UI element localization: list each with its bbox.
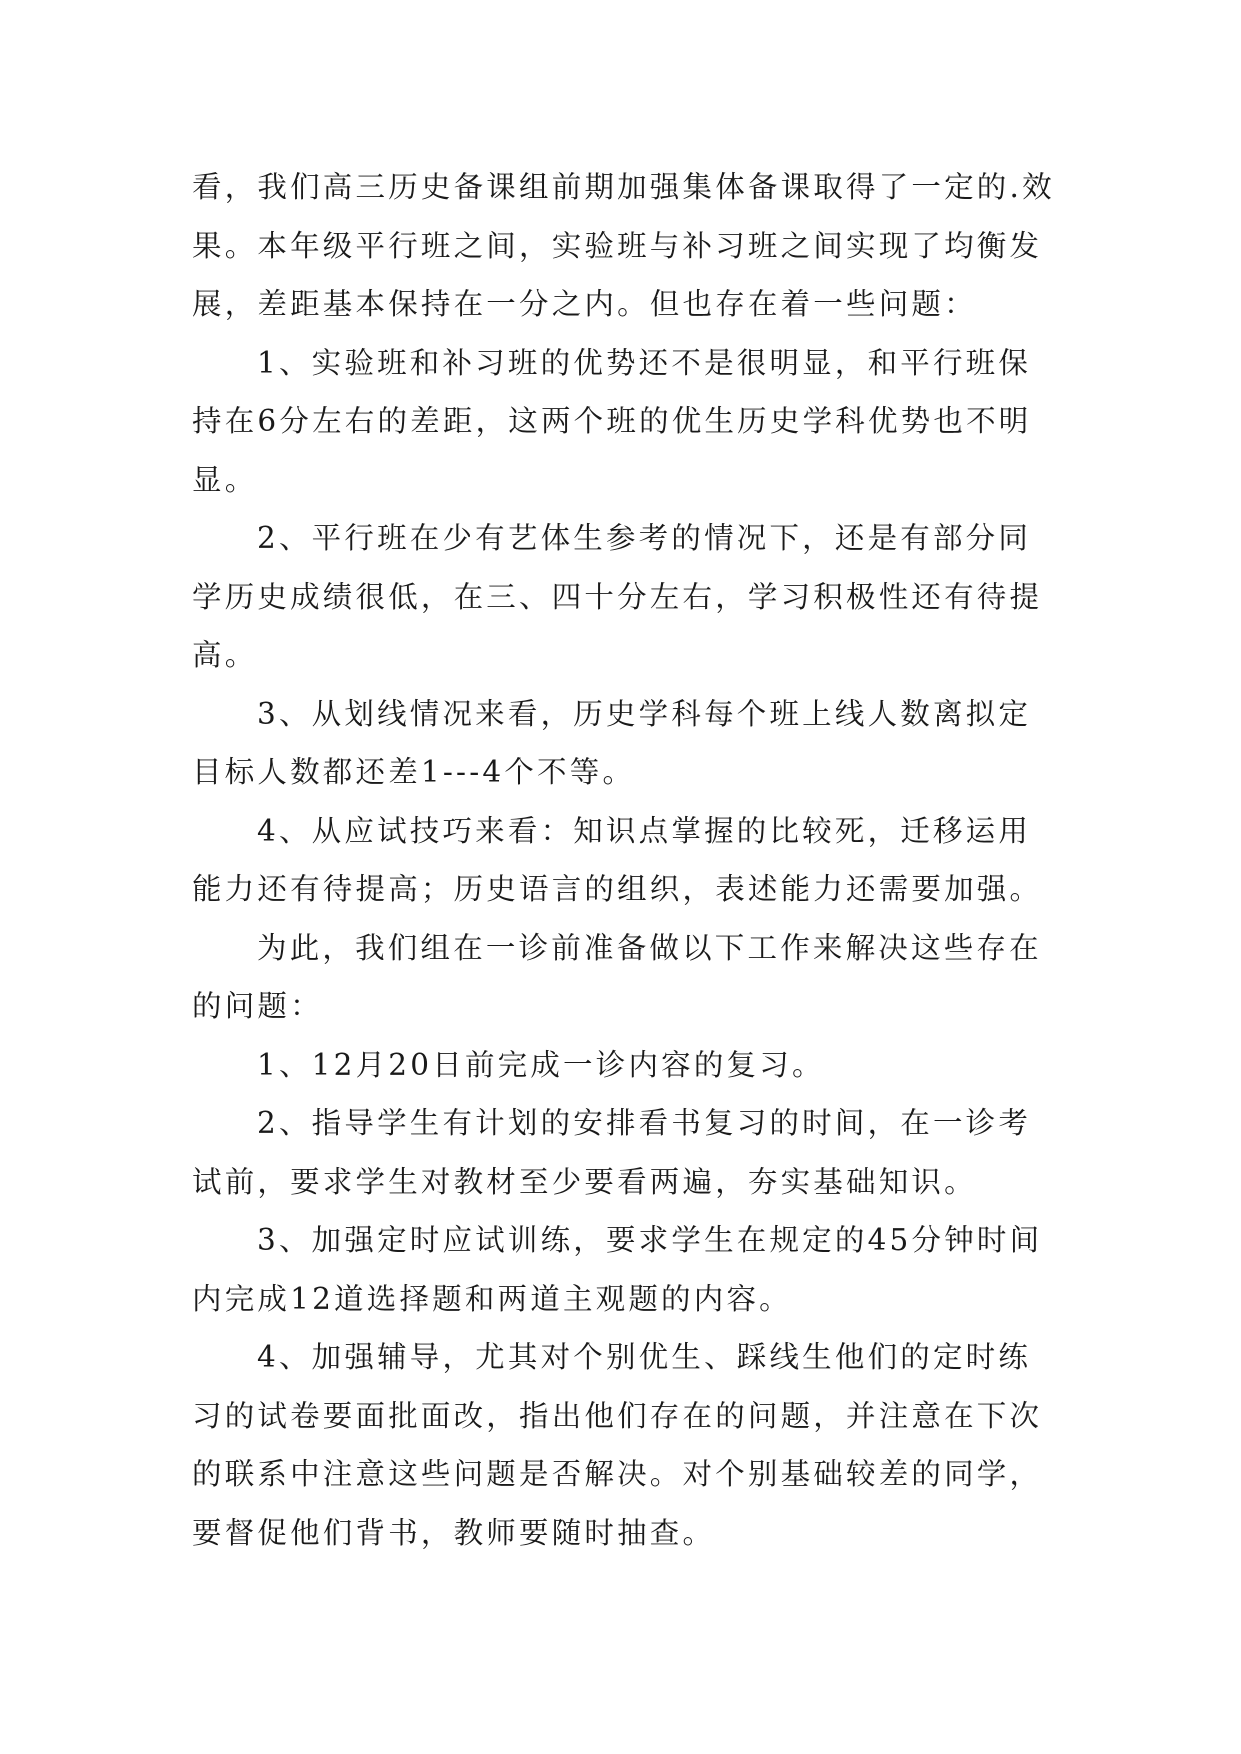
paragraph-plan-1: 1、12月20日前完成一诊内容的复习。 [257, 1047, 825, 1082]
paragraph-problem-4: 4、从应试技巧来看：知识点掌握的比较死，迁移运用能力还有待提高；历史语言的组织，表述能力还需要加强。 [192, 813, 1043, 906]
paragraph-problem-3: 3、从划线情况来看，历史学科每个班上线人数离拟定目标人数都还差1---4个不等。 [192, 696, 1032, 789]
paragraph-problem-2: 2、平行班在少有艺体生参考的情况下，还是有部分同学历史成绩很低，在三、四十分左右，学习积极性还有待提高。 [192, 521, 1043, 672]
paragraph-plan-2: 2、指导学生有计划的安排看书复习的时间，在一诊考试前，要求学生对教材至少要看两遍，夯实基础知识。 [192, 1106, 1032, 1199]
paragraph-problem-1: 1、实验班和补习班的优势还不是很明显，和平行班保持在6分左右的差距，这两个班的优生历史学科优势也不明显。 [192, 345, 1032, 497]
paragraph-plan-4: 4、加强辅导，尤其对个别优生、踩线生他们的定时练习的试卷要面批面改，指出他们存在的问题，并注意在下次的联系中注意这些问题是否解决。对个别基础较差的同学，要督促他们背书，教师要随时抽查。 [192, 1340, 1043, 1550]
paragraph-plan-intro: 为此，我们组在一诊前准备做以下工作来解决这些存在的问题： [192, 930, 1042, 1023]
paragraph-plan-3: 3、加强定时应试训练，要求学生在规定的45分钟时间内完成12道选择题和两道主观题的内容。 [192, 1223, 1043, 1316]
paragraph-intro: 看，我们高三历史备课组前期加强集体备课取得了一定的.效果。本年级平行班之间，实验班与补习班之间实现了均衡发展，差距基本保持在一分之内。但也存在着一些问题： [192, 170, 1055, 321]
document-body [192, 158, 1062, 1562]
